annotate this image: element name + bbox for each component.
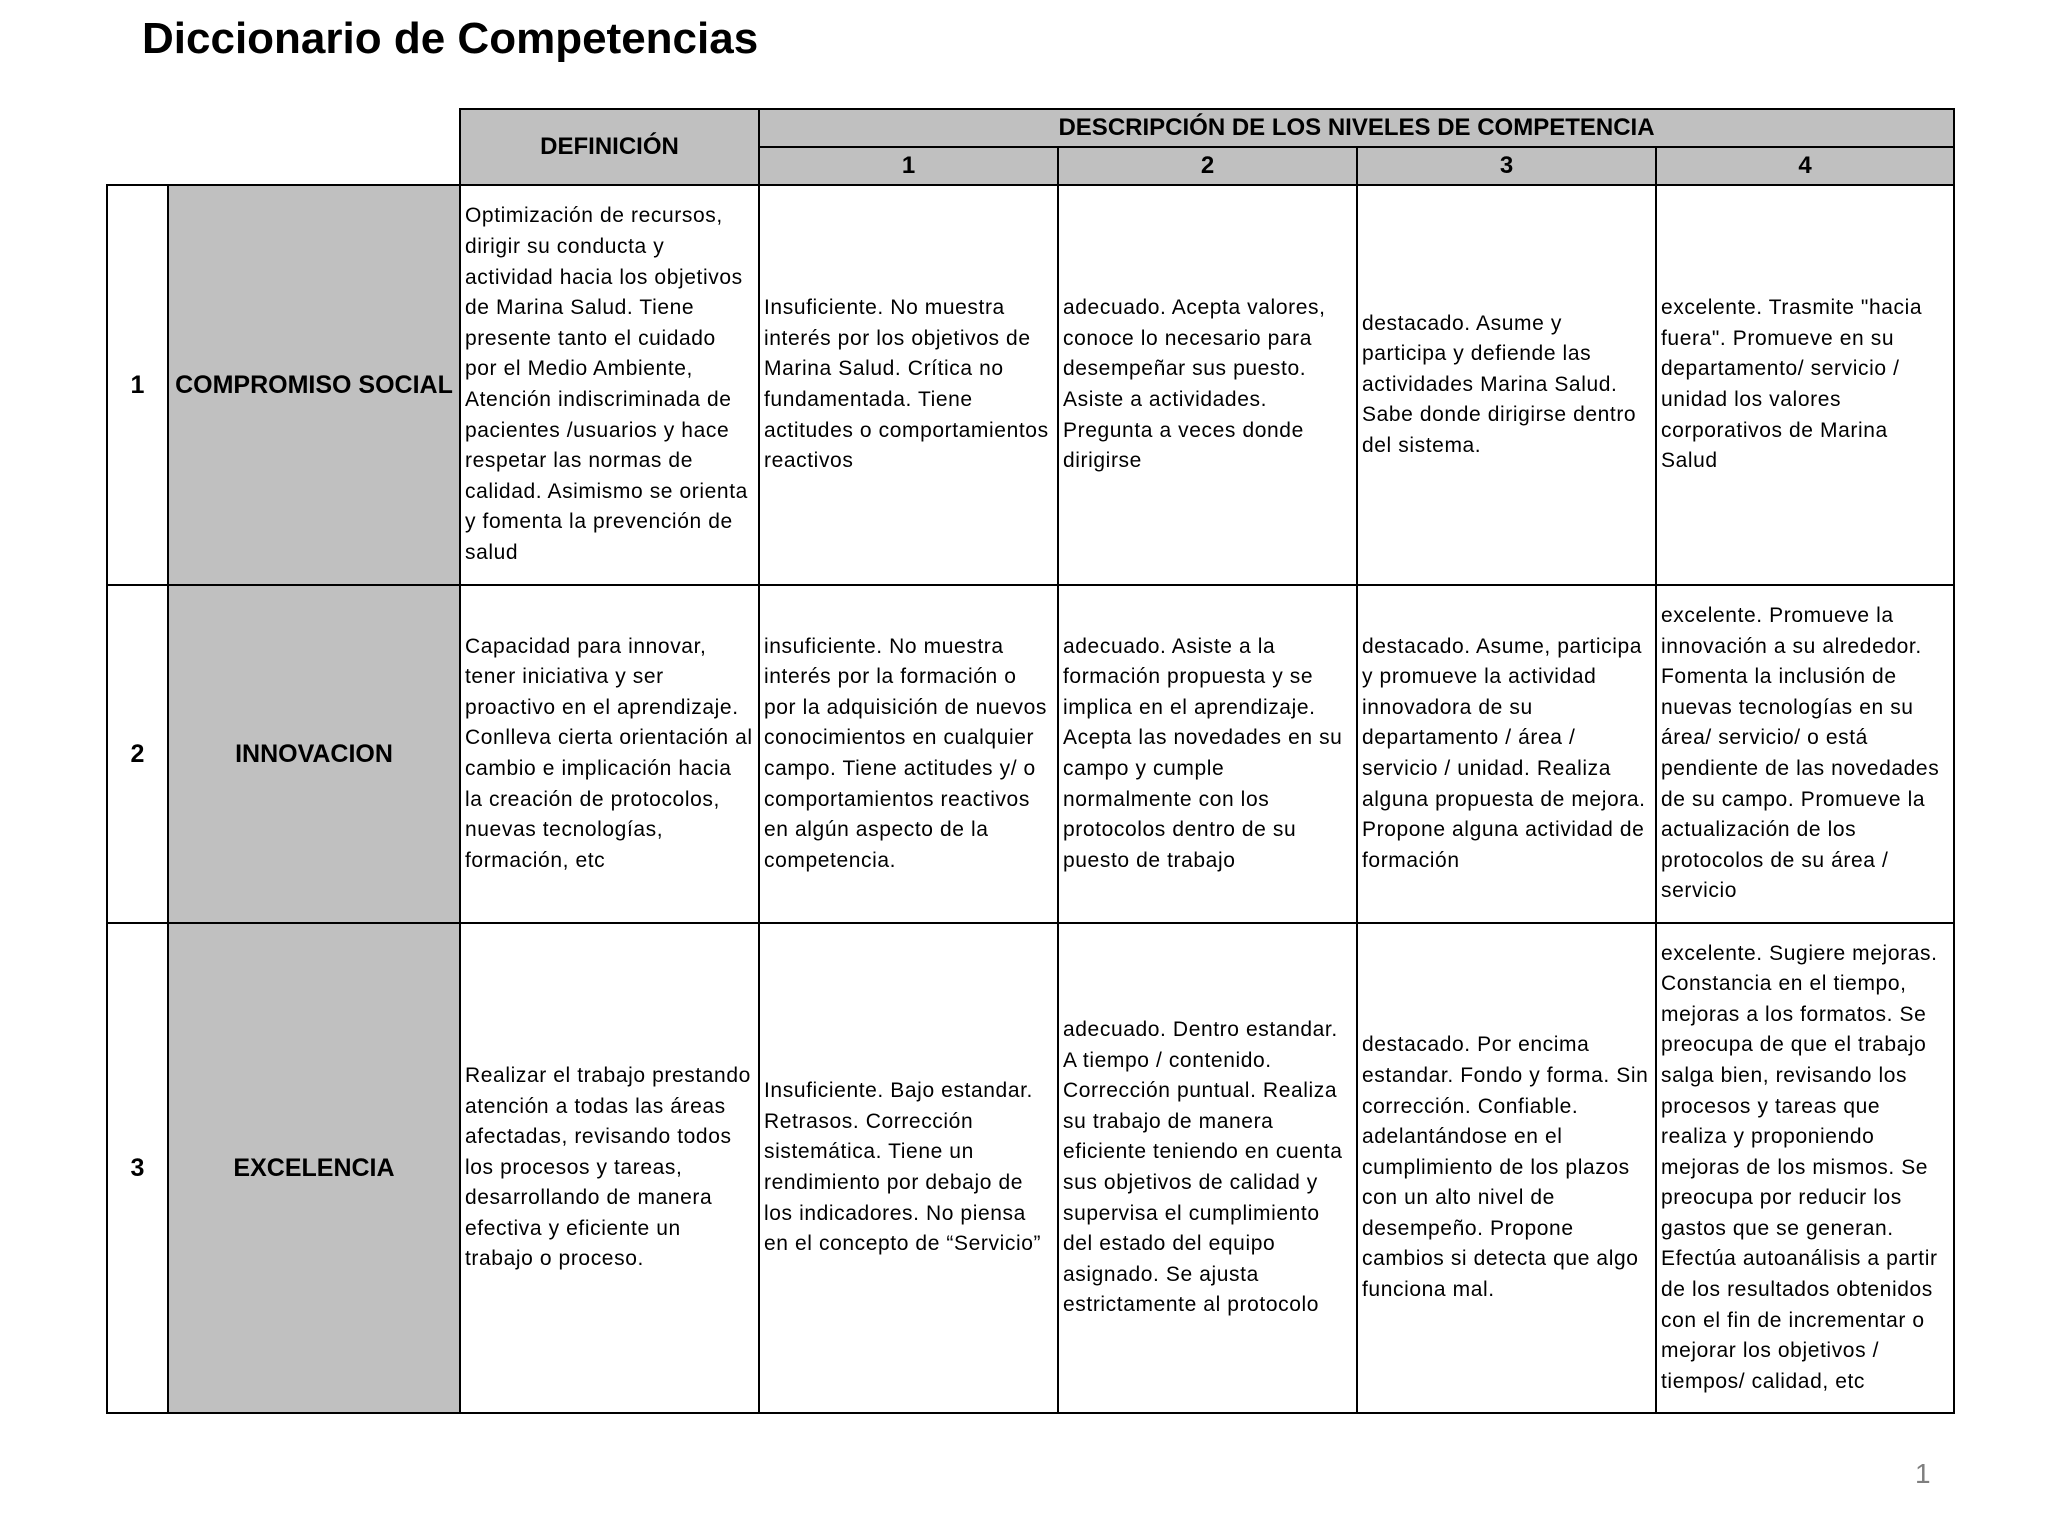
level-cell: Insuficiente. No muestra interés por los objetivos de Marina Salud. Crítica no fundamentada. Tiene actitudes o comportamientos reactivos — [759, 185, 1058, 585]
level-cell: adecuado. Dentro estandar. A tiempo / contenido. Corrección puntual. Realiza su trabajo de manera eficiente teniendo en cuenta sus objetivos de calidad y supervisa el cumplimiento del estado del equipo asignado. Se ajusta estrictamente al protocolo — [1058, 923, 1357, 1413]
level-cell: excelente. Sugiere mejoras. Constancia en el tiempo, mejoras a los formatos. Se preocupa de que el trabajo salga bien, revisando los procesos y tareas que realiza y proponiendo mejoras de los mismos. Se preocupa por reducir los gastos que se generan. Efectúa autoanálisis a partir de los resultados obtenidos con el fin de incrementar o mejorar los objetivos / tiempos/ calidad, etc — [1656, 923, 1954, 1413]
table-row — [107, 923, 1954, 1413]
page-number: 1 — [1915, 1458, 1931, 1489]
table-row — [107, 585, 1954, 923]
row-number: 1 — [107, 185, 168, 585]
competency-table — [106, 108, 1955, 1414]
competency-name: EXCELENCIA — [168, 923, 460, 1413]
level-cell: Insuficiente. Bajo estandar. Retrasos. Corrección sistemática. Tiene un rendimiento por debajo de los indicadores. No piensa en el concepto de “Servicio” — [759, 923, 1058, 1413]
header-definicion: DEFINICIÓN — [460, 109, 759, 185]
competency-name: COMPROMISO SOCIAL — [168, 185, 460, 585]
level-cell: destacado. Asume, participa y promueve la actividad innovadora de su departamento / área / servicio / unidad. Realiza alguna propuesta de mejora. Propone alguna actividad de formación — [1357, 585, 1656, 923]
definition-cell: Capacidad para innovar, tener iniciativa y ser proactivo en el aprendizaje. Conlleva cierta orientación al cambio e implicación hacia la creación de protocolos, nuevas tecnologías, formación, etc — [460, 585, 759, 923]
row-number: 3 — [107, 923, 168, 1413]
competency-name: INNOVACION — [168, 585, 460, 923]
level-cell: excelente. Trasmite "hacia fuera". Promueve en su departamento/ servicio / unidad los valores corporativos de Marina Salud — [1656, 185, 1954, 585]
page-title: Diccionario de Competencias — [142, 14, 759, 63]
row-number: 2 — [107, 585, 168, 923]
header-level-4: 4 — [1656, 147, 1954, 185]
level-cell: destacado. Por encima estandar. Fondo y forma. Sin corrección. Confiable. adelantándose en el cumplimiento de los plazos con un alto nivel de desempeño. Propone cambios si detecta que algo funciona mal. — [1357, 923, 1656, 1413]
level-cell: destacado. Asume y participa y defiende las actividades Marina Salud. Sabe donde dirigirse dentro del sistema. — [1357, 185, 1656, 585]
header-level-2: 2 — [1058, 147, 1357, 185]
level-cell: insuficiente. No muestra interés por la formación o por la adquisición de nuevos conocimientos en cualquier campo. Tiene actitudes y/ o comportamientos reactivos en algún aspecto de la competencia. — [759, 585, 1058, 923]
definition-cell: Optimización de recursos, dirigir su conducta y actividad hacia los objetivos de Marina Salud. Tiene presente tanto el cuidado por el Medio Ambiente, Atención indiscriminada de pacientes /usuarios y hace respetar las normas de calidad. Asimismo se orienta y fomenta la prevención de salud — [460, 185, 759, 585]
header-level-1: 1 — [759, 147, 1058, 185]
table-row — [107, 185, 1954, 585]
definition-cell: Realizar el trabajo prestando atención a todas las áreas afectadas, revisando todos los procesos y tareas, desarrollando de manera efectiva y eficiente un trabajo o proceso. — [460, 923, 759, 1413]
level-cell: adecuado. Asiste a la formación propuesta y se implica en el aprendizaje. Acepta las novedades en su campo y cumple normalmente con los protocolos dentro de su puesto de trabajo — [1058, 585, 1357, 923]
level-cell: adecuado. Acepta valores, conoce lo necesario para desempeñar sus puesto. Asiste a actividades. Pregunta a veces donde dirigirse — [1058, 185, 1357, 585]
header-level-3: 3 — [1357, 147, 1656, 185]
level-cell: excelente. Promueve la innovación a su alrededor. Fomenta la inclusión de nuevas tecnologías en su área/ servicio/ o está pendiente de las novedades de su campo. Promueve la actualización de los protocolos de su área / servicio — [1656, 585, 1954, 923]
header-descripcion: DESCRIPCIÓN DE LOS NIVELES DE COMPETENCIA — [759, 109, 1954, 147]
